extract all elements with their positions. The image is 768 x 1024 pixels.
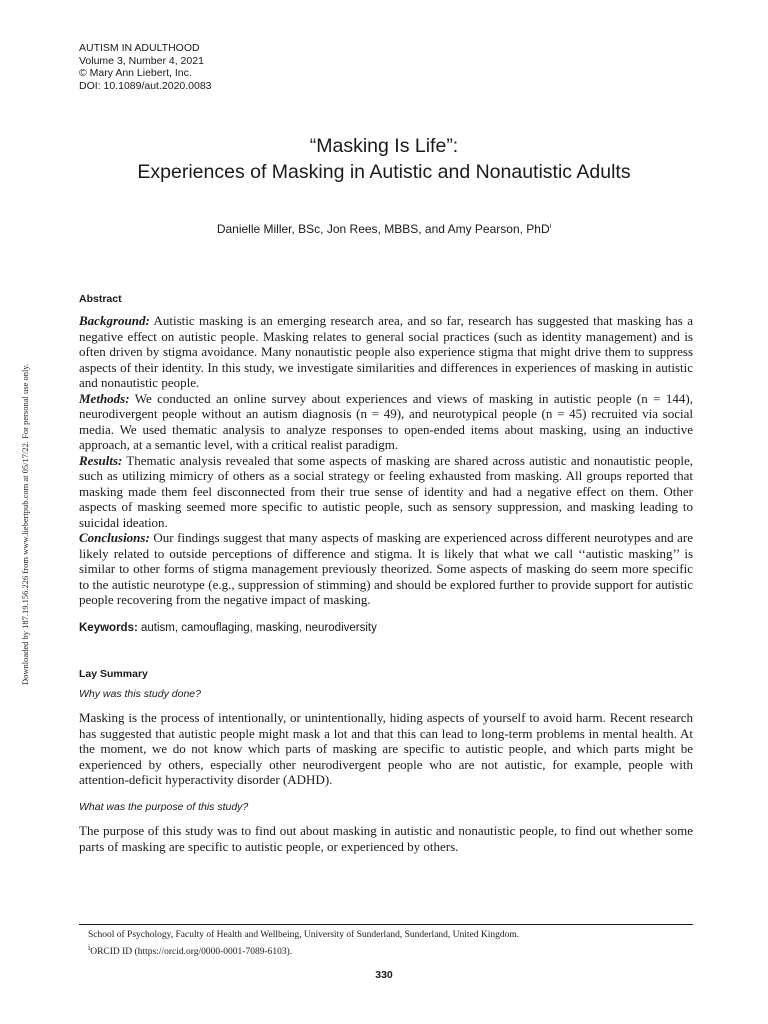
abstract-background xyxy=(79,313,693,391)
page-number: 330 xyxy=(375,969,393,981)
title-line-2: Experiences of Masking in Autistic and Nonautistic Adults xyxy=(137,161,631,183)
orcid-note-mark: i xyxy=(88,942,91,952)
lay-summary-heading: Lay Summary xyxy=(79,668,148,680)
abstract-results xyxy=(79,453,693,531)
conclusions-label: Conclusions: xyxy=(79,530,150,545)
article-title xyxy=(60,133,708,185)
methods-label: Methods: xyxy=(79,390,130,406)
abstract-methods xyxy=(79,391,693,453)
footnote-divider xyxy=(79,924,693,925)
results-label: Results: xyxy=(79,452,123,468)
conclusions-text: Our findings suggest that many aspects of masking are experienced across different neurotypes and are likely related to outside perceptions of difference and stigma. It is likely that what we call ‘‘autistic masking’’ is similar to other forms of stigma management previously theorized. Some aspects of masking do seem more specific to the autistic neurotype (e.g., suppression of stimming) and should be explored further to provide support for autistic people recovering from the negative impact of masking. xyxy=(79,530,693,607)
keywords xyxy=(79,622,377,634)
background-label: Background: xyxy=(79,313,150,328)
abstract-body xyxy=(79,313,693,608)
footnotes xyxy=(88,930,688,958)
abstract-heading: Abstract xyxy=(79,293,122,305)
journal-copyright: © Mary Ann Liebert, Inc. xyxy=(79,67,192,79)
lay-answer-purpose: The purpose of this study was to find out about masking in autistic and nonautistic people, to find out whether some parts of masking are specific to autistic people, or experienced by others. xyxy=(79,823,693,854)
journal-doi: DOI: 10.1089/aut.2020.0083 xyxy=(79,79,212,92)
orcid-note-text: ORCID ID (https://orcid.org/0000-0001-7089-6103). xyxy=(90,946,293,957)
lay-question-why: Why was this study done? xyxy=(79,688,201,700)
results-text: Thematic analysis revealed that some aspects of masking are shared across autistic and nonautistic people, such as utilizing mimicry of others as a social strategy or feeling exhausted from masking. All groups reported that masking made them feel disconnected from their true sense of identity and had a negative effect on them. Other aspects of masking seemed more specific to autistic people, such as sensory suppression, and masking leading to suicidal ideation. xyxy=(79,452,693,530)
abstract-conclusions xyxy=(79,530,693,608)
orcid-note xyxy=(88,942,688,959)
background-text: Autistic masking is an emerging research area, and so far, research has suggested that masking has a negative effect on autistic people. Masking relates to general social practices (such as identity management) and is often driven by stigma avoidance. Many nonautistic people also experience stigma that might drive them to suppress aspects of their identity. In this study, we investigate similarities and differences in experiences of masking in autistic and nonautistic people. xyxy=(79,313,693,390)
orcid-mark: i xyxy=(549,223,552,230)
download-notice: Downloaded by 187.19.156.226 from www.liebertpub.com at 05/17/22. For personal use only. xyxy=(20,363,30,685)
lay-answer-why: Masking is the process of intentionally, or unintentionally, hiding aspects of yourself to avoid harm. Recent research has suggested that autistic people might mask a lot and that this can lead to long-term problems in mental health. At the moment, we do not know which parts of masking are specific to autistic people, and which parts might be experienced by others, especially other neurodivergent people who are not autistic, for example, people with attention-deficit hyperactivity disorder (ADHD). xyxy=(79,710,693,787)
title-line-1: “Masking Is Life”: xyxy=(309,135,459,157)
lay-question-purpose: What was the purpose of this study? xyxy=(79,801,249,813)
author-list xyxy=(60,222,708,236)
journal-header xyxy=(79,42,212,92)
authors-text: Danielle Miller, BSc, Jon Rees, MBBS, and Amy Pearson, PhD xyxy=(216,222,550,236)
keywords-label: Keywords: xyxy=(79,622,138,634)
methods-text: We conducted an online survey about experiences and views of masking in autistic people (n = 144), neurodivergent people without an autism diagnosis (n = 49), and neurotypical people (n = 45) recruited via social media. We used thematic analysis to analyze responses to open-ended items about masking, using an inductive approach, at a semantic level, with a critical realist paradigm. xyxy=(79,390,693,452)
keywords-text: autism, camouflaging, masking, neurodiversity xyxy=(137,622,377,634)
affiliation-note: School of Psychology, Faculty of Health and Wellbeing, University of Sunderland, Sunderland, United Kingdom. xyxy=(88,930,520,940)
journal-volume: Volume 3, Number 4, 2021 xyxy=(79,54,204,67)
journal-name: AUTISM IN ADULTHOOD xyxy=(79,42,200,54)
